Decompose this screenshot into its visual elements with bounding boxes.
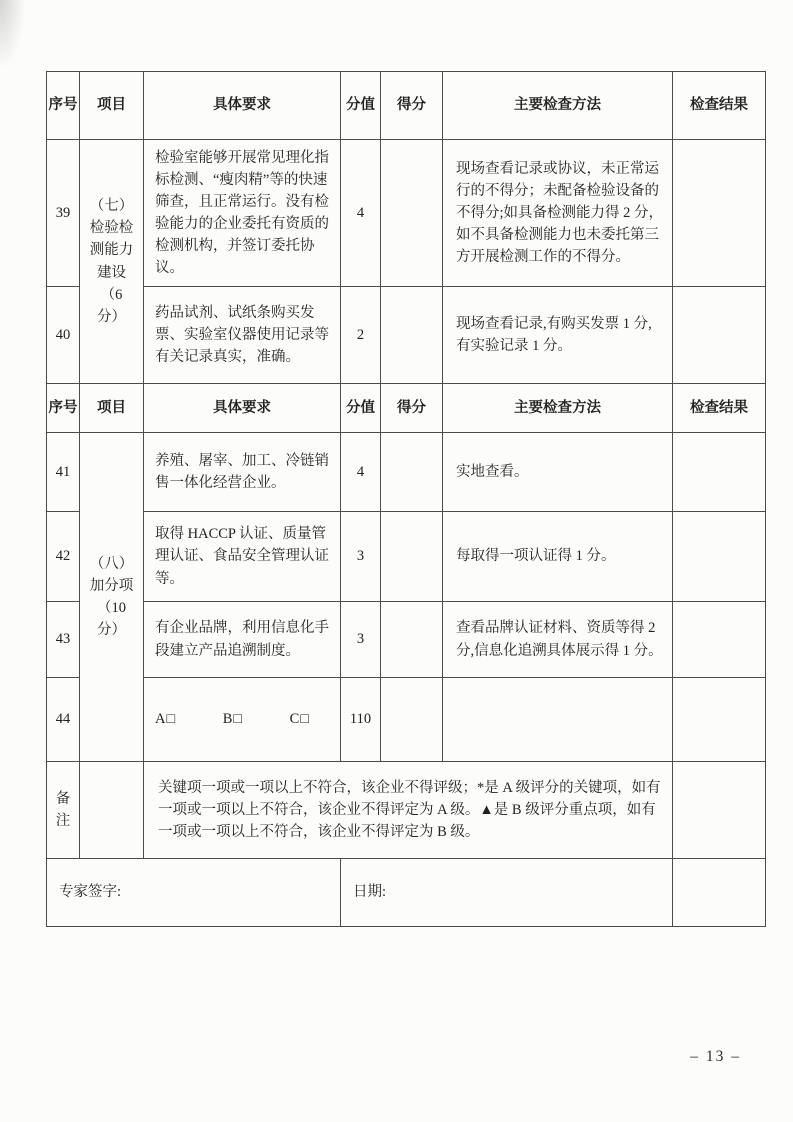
section7-item-label: （七）检验检测能力建设（6 分） [80,140,144,384]
header2-item: 项目 [80,384,144,433]
remark-text: 关键项一项或一项以上不符合，该企业不得评级；*是 A 级评分的关键项，如有一项或一项以上不符合，该企业不得评定为 A 级。▲是 B 级评分重点项，如有一项或一项以上不符合，该企业不得评定为 B 级。 [144,762,673,859]
row-39-score: 4 [341,140,381,287]
row-42-points [381,512,443,602]
row-39-method: 现场查看记录或协议，未正常运行的不得分；未配备检验设备的不得分;如具备检测能力得 2 分，如不具备检测能力也未委托第三方开展检测工作的不得分。 [443,140,673,287]
date-label: 日期: [341,859,673,927]
signature-result-empty [673,859,766,927]
header2-method: 主要检查方法 [443,384,673,433]
row-40-no: 40 [47,287,80,384]
row-41-method: 实地查看。 [443,433,673,512]
row-44-score: 110 [341,678,381,762]
header-score: 分值 [341,72,381,140]
table-header-row-1 [47,72,766,140]
header-result: 检查结果 [673,72,766,140]
remark-result-empty [673,762,766,859]
row-42-no: 42 [47,512,80,602]
row-41-no: 41 [47,433,80,512]
row-42-method: 每取得一项认证得 1 分。 [443,512,673,602]
row-42-requirement: 取得 HACCP 认证、质量管理认证、食品安全管理认证等。 [144,512,341,602]
assessment-table [46,71,766,927]
remark-item-empty [80,762,144,859]
row-41-requirement: 养殖、屠宰、加工、冷链销售一体化经营企业。 [144,433,341,512]
row-43-points [381,602,443,678]
table-row-signature [47,859,766,927]
row-43-requirement: 有企业品牌，利用信息化手段建立产品追溯制度。 [144,602,341,678]
table-row-remark [47,762,766,859]
header2-requirement: 具体要求 [144,384,341,433]
row-41-points [381,433,443,512]
expert-signature-label: 专家签字: [47,859,341,927]
row-39-requirement: 检验室能够开展常见理化指标检测、“瘦肉精”等的快速筛查，且正常运行。没有检验能力的企业委托有资质的检测机构，并签订委托协议。 [144,140,341,287]
row-41-result [673,433,766,512]
row-39-points [381,140,443,287]
row-40-score: 2 [341,287,381,384]
table-row-41 [47,433,766,512]
header-points: 得分 [381,72,443,140]
row-40-points [381,287,443,384]
header2-score: 分值 [341,384,381,433]
row-40-requirement: 药品试剂、试纸条购买发票、实验室仪器使用记录等有关记录真实，准确。 [144,287,341,384]
row-44-no: 44 [47,678,80,762]
row-44-points [381,678,443,762]
row-44-grade-options: A□ B□ C□ [144,678,341,762]
row-43-method: 查看品牌认证材料、资质等得 2 分,信息化追溯具体展示得 1 分。 [443,602,673,678]
header2-no: 序号 [47,384,80,433]
table-row-39 [47,140,766,287]
row-44-method [443,678,673,762]
table-row-40 [47,287,766,384]
header2-result: 检查结果 [673,384,766,433]
row-43-score: 3 [341,602,381,678]
page-number: – 13 – [690,1048,741,1065]
row-42-result [673,512,766,602]
row-40-result [673,287,766,384]
section8-item-label: （八）加分项（10 分） [80,433,144,762]
row-41-score: 4 [341,433,381,512]
row-39-no: 39 [47,140,80,287]
header2-points: 得分 [381,384,443,433]
row-44-result [673,678,766,762]
row-40-method: 现场查看记录,有购买发票 1 分,有实验记录 1 分。 [443,287,673,384]
row-43-no: 43 [47,602,80,678]
row-43-result [673,602,766,678]
header-method: 主要检查方法 [443,72,673,140]
header-item: 项目 [80,72,144,140]
row-39-result [673,140,766,287]
table-row-42 [47,512,766,602]
table-header-row-2 [47,384,766,433]
table-row-44 [47,678,766,762]
remark-label: 备注 [47,762,80,859]
header-no: 序号 [47,72,80,140]
row-42-score: 3 [341,512,381,602]
table-row-43 [47,602,766,678]
header-requirement: 具体要求 [144,72,341,140]
